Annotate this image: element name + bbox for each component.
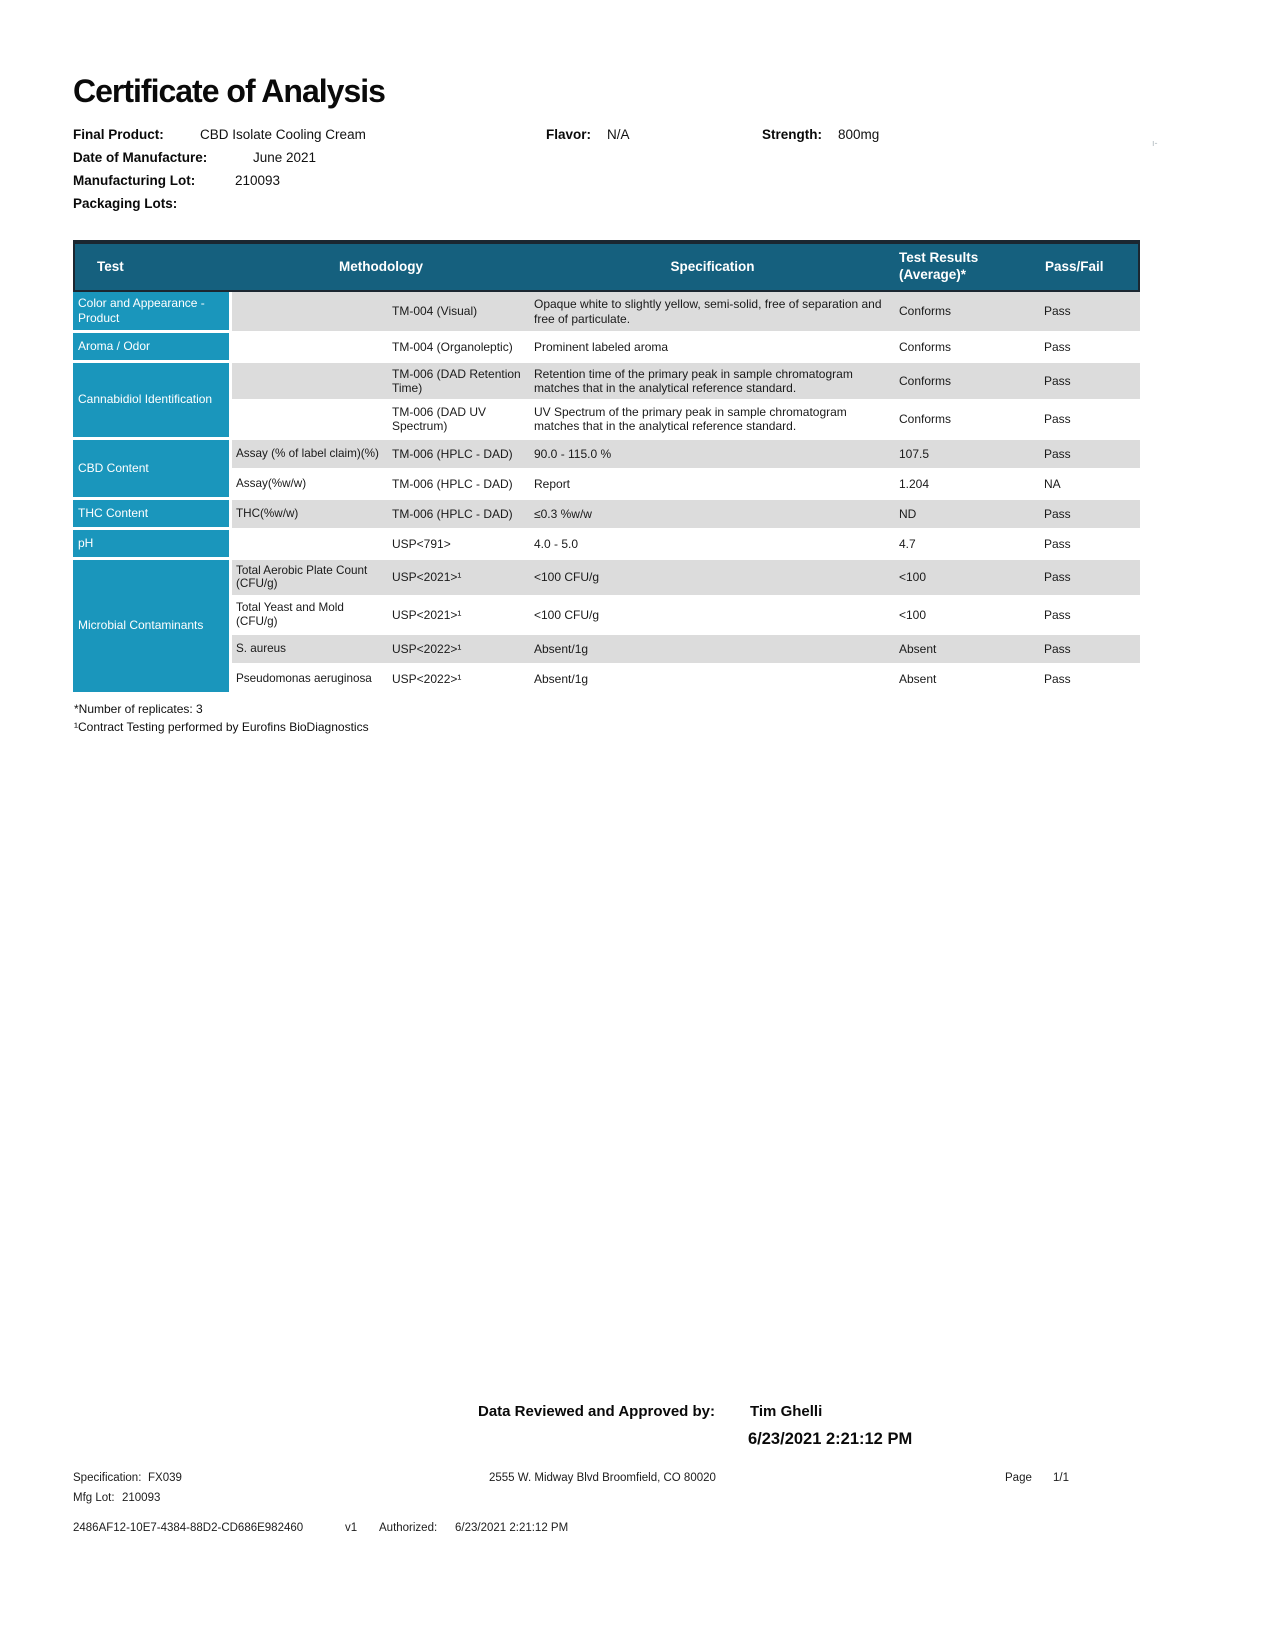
cell-pass-fail: Pass: [1040, 292, 1140, 333]
test-group-cell: Color and Appearance - Product: [73, 292, 232, 333]
table-row: [73, 665, 1140, 695]
cell-methodology: USP<791>: [388, 530, 530, 560]
footer-version: v1: [345, 1522, 358, 1534]
cell-test-result: 1.204: [895, 470, 1040, 500]
cell-sub-test: [232, 530, 388, 560]
cell-methodology: TM-006 (DAD UV Spectrum): [388, 401, 530, 439]
results-table: [73, 240, 1140, 695]
results-table-container: [73, 240, 1140, 695]
column-header-test-results: Test Results (Average)*: [895, 244, 1040, 292]
final-product-value: CBD Isolate Cooling Cream: [200, 127, 366, 142]
cell-test-result: 107.5: [895, 440, 1040, 470]
cell-specification: Opaque white to slightly yellow, semi-solid, free of separation and free of particulate.: [530, 292, 895, 333]
strength-label: Strength:: [762, 127, 822, 142]
cell-methodology: USP<2022>¹: [388, 665, 530, 695]
cell-test-result: Conforms: [895, 401, 1040, 439]
table-row: [73, 333, 1140, 363]
cell-pass-fail: Pass: [1040, 500, 1140, 530]
cell-sub-test: [232, 333, 388, 363]
cell-sub-test: [232, 292, 388, 333]
table-row: [73, 292, 1140, 333]
cell-methodology: TM-006 (HPLC - DAD): [388, 440, 530, 470]
cell-pass-fail: Pass: [1040, 560, 1140, 598]
scan-artifact: ı-: [1152, 138, 1158, 148]
cell-methodology: USP<2021>¹: [388, 597, 530, 635]
table-row: [73, 401, 1140, 439]
cell-test-result: 4.7: [895, 530, 1040, 560]
cell-specification: Absent/1g: [530, 665, 895, 695]
cell-sub-test: Assay (% of label claim)(%): [232, 440, 388, 470]
cell-methodology: TM-004 (Visual): [388, 292, 530, 333]
table-row: [73, 470, 1140, 500]
cell-pass-fail: Pass: [1040, 530, 1140, 560]
cell-specification: Report: [530, 470, 895, 500]
cell-specification: ≤0.3 %w/w: [530, 500, 895, 530]
table-row: [73, 363, 1140, 401]
table-row: [73, 635, 1140, 665]
page-title: Certificate of Analysis: [73, 73, 385, 109]
cell-methodology: TM-006 (HPLC - DAD): [388, 500, 530, 530]
cell-sub-test: Pseudomonas aeruginosa: [232, 665, 388, 695]
cell-pass-fail: Pass: [1040, 401, 1140, 439]
cell-methodology: TM-006 (HPLC - DAD): [388, 470, 530, 500]
approved-datetime: 6/23/2021 2:21:12 PM: [748, 1430, 913, 1448]
cell-sub-test: [232, 401, 388, 439]
cell-test-result: Conforms: [895, 363, 1040, 401]
cell-specification: 4.0 - 5.0: [530, 530, 895, 560]
column-header-pass-fail: Pass/Fail: [1040, 244, 1140, 292]
test-group-cell: Microbial Contaminants: [73, 560, 232, 695]
cell-sub-test: THC(%w/w): [232, 500, 388, 530]
column-header-methodology: Methodology: [232, 244, 530, 292]
table-row: [73, 597, 1140, 635]
cell-specification: <100 CFU/g: [530, 560, 895, 598]
flavor-value: N/A: [607, 127, 630, 142]
footer-address: 2555 W. Midway Blvd Broomfield, CO 80020: [489, 1472, 716, 1484]
cell-test-result: Absent: [895, 665, 1040, 695]
cell-sub-test: Total Aerobic Plate Count (CFU/g): [232, 560, 388, 598]
manufacturing-lot-value: 210093: [235, 173, 281, 188]
cell-specification: Prominent labeled aroma: [530, 333, 895, 363]
cell-pass-fail: Pass: [1040, 665, 1140, 695]
cell-methodology: TM-006 (DAD Retention Time): [388, 363, 530, 401]
test-group-cell: pH: [73, 530, 232, 560]
cell-pass-fail: Pass: [1040, 597, 1140, 635]
test-group-cell: Aroma / Odor: [73, 333, 232, 363]
test-group-cell: THC Content: [73, 500, 232, 530]
cell-pass-fail: Pass: [1040, 635, 1140, 665]
cell-methodology: USP<2021>¹: [388, 560, 530, 598]
table-row: [73, 530, 1140, 560]
column-header-test: Test: [73, 244, 232, 292]
cell-sub-test: S. aureus: [232, 635, 388, 665]
cell-specification: <100 CFU/g: [530, 597, 895, 635]
manufacturing-lot-label: Manufacturing Lot:: [73, 173, 196, 188]
footer-spec-value: FX039: [148, 1472, 182, 1484]
results-table-body: [73, 292, 1140, 695]
footer-page-value: 1/1: [1053, 1472, 1069, 1484]
table-row: [73, 500, 1140, 530]
strength-value: 800mg: [838, 127, 880, 142]
final-product-label: Final Product:: [73, 127, 164, 142]
footer-authorized-datetime: 6/23/2021 2:21:12 PM: [455, 1522, 569, 1534]
cell-test-result: ND: [895, 500, 1040, 530]
test-group-cell: Cannabidiol Identification: [73, 363, 232, 440]
cell-test-result: <100: [895, 560, 1040, 598]
cell-sub-test: Assay(%w/w): [232, 470, 388, 500]
date-of-manufacture-label: Date of Manufacture:: [73, 150, 208, 165]
cell-specification: Retention time of the primary peak in sample chromatogram matches that in the analytical reference standard.: [530, 363, 895, 401]
footer-page-label: Page: [1005, 1472, 1032, 1484]
cell-pass-fail: Pass: [1040, 440, 1140, 470]
cell-sub-test: [232, 363, 388, 401]
table-header-row: [73, 244, 1140, 292]
footer-document-id: 2486AF12-10E7-4384-88D2-CD686E982460: [73, 1522, 304, 1534]
footer-authorized-label: Authorized:: [379, 1522, 438, 1534]
packaging-lots-label: Packaging Lots:: [73, 196, 178, 211]
cell-methodology: TM-004 (Organoleptic): [388, 333, 530, 363]
flavor-label: Flavor:: [546, 127, 592, 142]
cell-test-result: <100: [895, 597, 1040, 635]
column-header-specification: Specification: [530, 244, 895, 292]
footer-spec-label: Specification:: [73, 1472, 142, 1484]
date-of-manufacture-value: June 2021: [253, 150, 317, 165]
cell-specification: UV Spectrum of the primary peak in sample chromatogram matches that in the analytical reference standard.: [530, 401, 895, 439]
cell-test-result: Conforms: [895, 292, 1040, 333]
cell-specification: Absent/1g: [530, 635, 895, 665]
cell-pass-fail: Pass: [1040, 333, 1140, 363]
cell-specification: 90.0 - 115.0 %: [530, 440, 895, 470]
cell-sub-test: Total Yeast and Mold (CFU/g): [232, 597, 388, 635]
cell-test-result: Absent: [895, 635, 1040, 665]
footer-mfg-lot-value: 210093: [122, 1492, 161, 1504]
table-row: [73, 560, 1140, 598]
table-row: [73, 440, 1140, 470]
footnote-contract-testing: ¹Contract Testing performed by Eurofins BioDiagnostics: [74, 720, 369, 734]
approved-by-label: Data Reviewed and Approved by:: [478, 1403, 715, 1420]
cell-pass-fail: NA: [1040, 470, 1140, 500]
cell-methodology: USP<2022>¹: [388, 635, 530, 665]
approved-by-name: Tim Ghelli: [750, 1403, 823, 1420]
footnote-replicates: *Number of replicates: 3: [74, 702, 203, 716]
cell-test-result: Conforms: [895, 333, 1040, 363]
test-group-cell: CBD Content: [73, 440, 232, 500]
cell-pass-fail: Pass: [1040, 363, 1140, 401]
footer-mfg-lot-label: Mfg Lot:: [73, 1492, 115, 1504]
